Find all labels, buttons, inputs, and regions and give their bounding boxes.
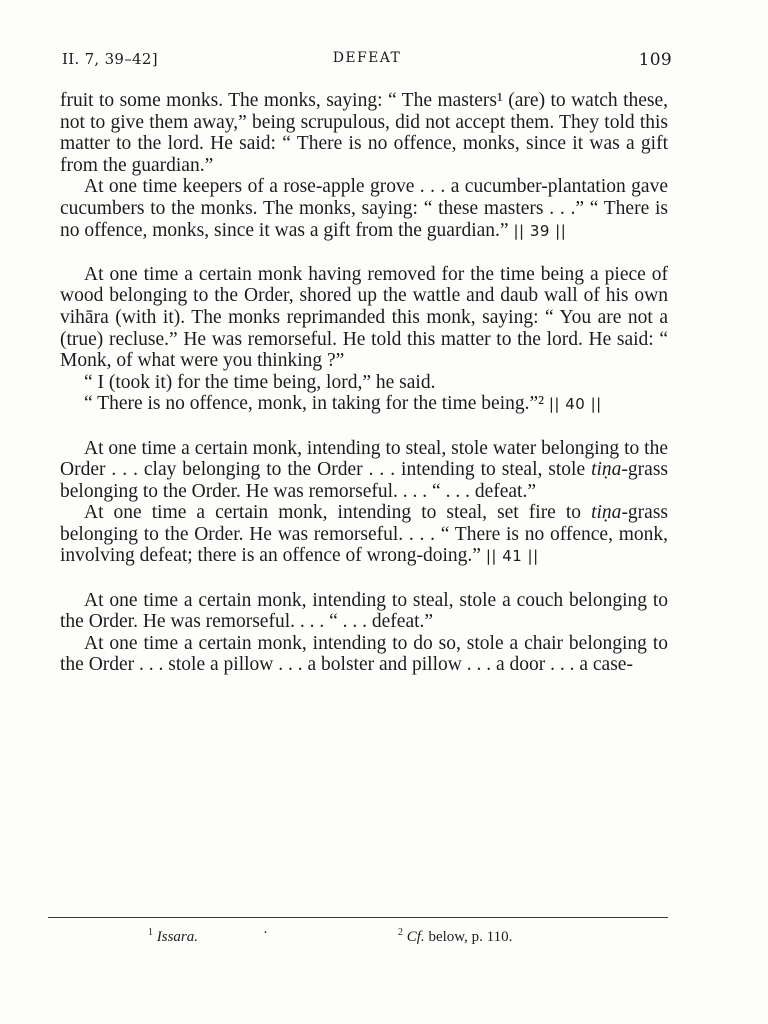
- text-line: guardian.”: [426, 219, 509, 241]
- paragraph: [60, 90, 668, 176]
- paragraph: [60, 372, 668, 394]
- paragraph: [60, 393, 668, 416]
- footnote-marker: 2: [398, 927, 403, 938]
- footnotes: [0, 925, 768, 949]
- text-line: monks, since it was a gift from the guardian.”: [60, 133, 668, 176]
- paragraph: [60, 264, 668, 372]
- text-line: matter to the lord. He said: “ There is no offence,: [60, 133, 457, 155]
- text-line: what were you thinking ?”: [137, 350, 345, 372]
- section-number: || 40 ||: [548, 395, 602, 414]
- text-line: “ . . . defeat.”: [329, 611, 434, 633]
- text-line: water belonging to the Order . . . clay belonging to: [60, 437, 668, 481]
- text-line: “ You are not a (true) recluse.” He was remorseful.: [60, 306, 668, 350]
- page-number: 109: [638, 50, 672, 70]
- chapter-reference: II. 7, 39–42]: [62, 50, 158, 68]
- text-line: He told this matter to the lord. He said: “ Monk, of: [60, 328, 669, 372]
- text-line: shored up the wattle and daub wall of his own vihāra: [60, 285, 669, 328]
- paragraph: [60, 633, 668, 676]
- text-line: being scrupulous, did not accept them. They told this: [252, 111, 669, 133]
- text-line: masters¹ (are) to watch these, not to give them away,”: [60, 90, 669, 133]
- text-line: defeat; there is an offence of wrong-doing.”: [139, 545, 481, 567]
- text-line: fruit to some monks. The monks, saying: “ The: [60, 90, 432, 111]
- text-line: -grass belonging to the Order. He was: [60, 502, 669, 545]
- footnote-abbrev: Cf.: [406, 929, 425, 945]
- section-gap: [60, 416, 668, 438]
- paragraph: [60, 176, 668, 242]
- italic-term: tiṇa: [591, 459, 622, 481]
- footnote-1: [148, 927, 198, 946]
- section-number: || 39 ||: [513, 221, 567, 240]
- text-line: At one time a certain monk having removed for the: [84, 263, 495, 285]
- text-line: a couch belonging to the Order. He was remorseful. . . .: [60, 589, 669, 633]
- separator-dot: ·: [263, 925, 268, 941]
- paragraph: [60, 438, 668, 503]
- text-line: “ I (took it) for the time being, lord,” he said.: [84, 371, 436, 393]
- section-gap: [60, 568, 668, 590]
- text-line: At one time a certain monk, intending to steal, stole: [84, 589, 497, 611]
- text-line: being.”²: [481, 393, 544, 415]
- italic-term: tiṇa: [591, 502, 622, 524]
- section-number: || 41 ||: [485, 547, 539, 566]
- running-title: DEFEAT: [332, 50, 402, 66]
- paragraph: [60, 502, 668, 568]
- footnote-2: [398, 927, 512, 946]
- running-head: [62, 50, 672, 76]
- text-line: “ There is no offence, monk, in taking for the time: [84, 393, 477, 415]
- text-line: no offence, monks, since it was a gift from the: [60, 219, 422, 241]
- text-line: The monks, saying: “ these masters . . .” “ There is: [262, 197, 668, 219]
- body-text: [60, 90, 668, 676]
- footnote-rule: [48, 917, 668, 918]
- text-line: At one time a certain monk, intending to steal, set: [84, 502, 519, 524]
- text-line: belonging to the Order. He was remorseful. . . .: [60, 480, 428, 502]
- footnote-text: below, p. 110.: [424, 929, 513, 945]
- text-line: (with it). The monks reprimanded this monk, saying:: [115, 306, 539, 328]
- text-line: the Order . . . intending to steal, stole: [287, 459, 592, 481]
- text-line: At one time a certain monk, intending to do so,: [84, 632, 461, 654]
- text-line: . . . a bolster and pillow . . . a door . . . a case-: [278, 654, 633, 676]
- section-gap: [60, 242, 668, 264]
- text-line: time being a piece of wood belonging to the Order,: [60, 263, 669, 307]
- text-line: -grass: [621, 459, 668, 481]
- text-line: At one time a certain monk, intending to steal, stole: [84, 437, 488, 459]
- text-line: fire to: [528, 502, 592, 524]
- text-line: At one time keepers of a rose-apple grove . . . a: [84, 176, 460, 198]
- footnote-marker: 1: [148, 927, 153, 938]
- text-line: cucumber-plantation gave cucumbers to the monks.: [60, 176, 668, 219]
- text-line: remorseful. . . . “ There is no offence, monk, involving: [60, 523, 668, 567]
- text-line: stole a chair belonging to the Order . . . stole a pillow: [60, 632, 668, 676]
- text-line: “ . . . defeat.”: [432, 480, 536, 502]
- paragraph: [60, 590, 668, 633]
- footnote-text: Issara.: [156, 929, 199, 945]
